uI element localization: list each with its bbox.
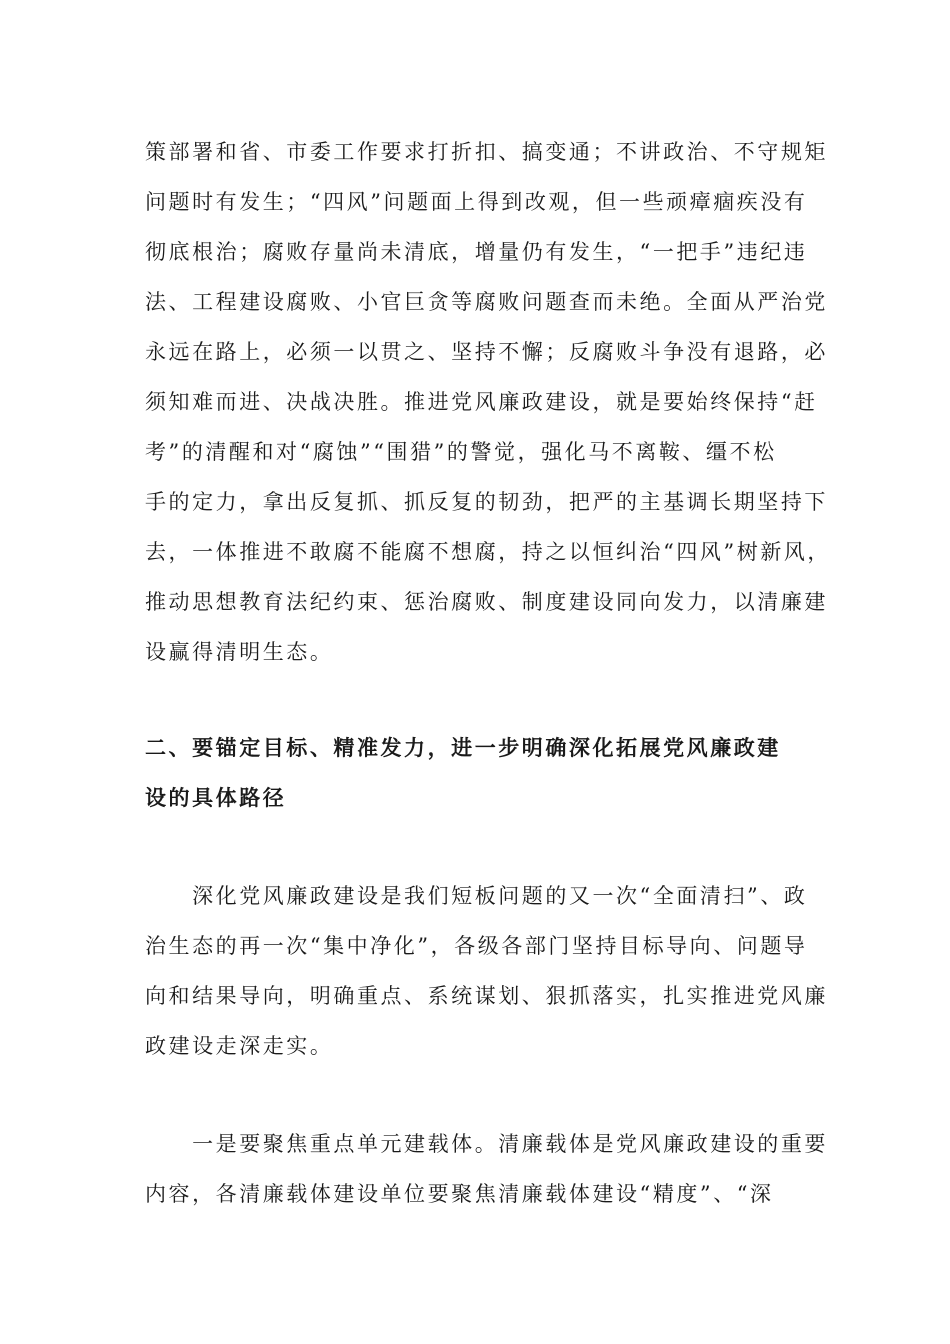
paragraph-line: 一是要聚焦重点单元建载体。清廉载体是党风廉政建设的重要 [145,1132,828,1156]
paragraph-line: 政建设走深走实。 [145,1034,334,1058]
paragraph-line: 须知难而进、决战决胜。推进党风廉政建设，就是要始终保持“赶 [145,390,818,414]
paragraph-line: 内容，各清廉载体建设单位要聚焦清廉载体建设“精度”、“深 [145,1182,774,1206]
paragraph-line: 推动思想教育法纪约束、惩治腐败、制度建设同向发力，以清廉建 [145,590,828,614]
paragraph-line: 治生态的再一次“集中净化”，各级各部门坚持目标导向、问题导 [145,934,808,958]
paragraph-line: 向和结果导向，明确重点、系统谋划、狠抓落实，扎实推进党风廉 [145,984,828,1008]
section-heading-line: 设的具体路径 [145,785,287,810]
paragraph-line: 深化党风廉政建设是我们短板问题的又一次“全面清扫”、政 [145,884,808,908]
paragraph-line: 手的定力，拿出反复抓、抓反复的韧劲，把严的主基调长期坚持下 [145,490,828,514]
paragraph-line: 考”的清醒和对“腐蚀”“围猎”的警觉，强化马不离鞍、缰不松 [145,440,777,464]
paragraph-line: 策部署和省、市委工作要求打折扣、搞变通；不讲政治、不守规矩 [145,140,828,164]
section-heading-line: 二、要锚定目标、精准发力，进一步明确深化拓展党风廉政建 [145,735,781,760]
paragraph-line: 永远在路上，必须一以贯之、坚持不懈；反腐败斗争没有退路，必 [145,340,828,364]
paragraph-line: 法、工程建设腐败、小官巨贪等腐败问题查而未绝。全面从严治党 [145,290,828,314]
paragraph-line: 问题时有发生；“四风”问题面上得到改观，但一些顽瘴痼疾没有 [145,190,808,214]
paragraph-line: 彻底根治；腐败存量尚未清底，增量仍有发生，“一把手”违纪违 [145,240,808,264]
paragraph-line: 设赢得清明生态。 [145,640,334,664]
paragraph-line: 去，一体推进不敢腐不能腐不想腐，持之以恒纠治“四风”树新风， [145,540,831,564]
